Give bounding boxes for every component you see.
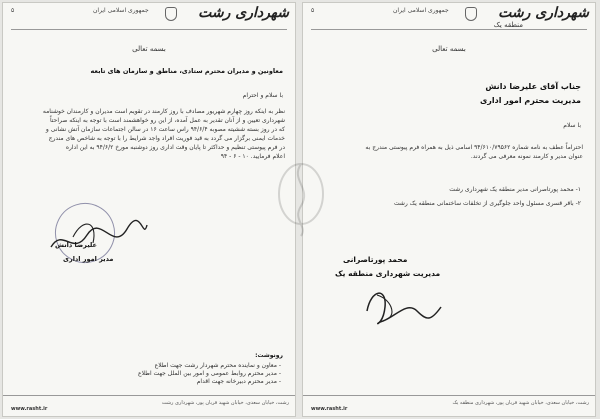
nominee-item: ۲- باقر قسری مسئول واحد جلوگیری از تخلفات ساختمانی منطقه یک رشت — [393, 200, 581, 207]
letter-body — [313, 143, 583, 161]
body-line: نظر به اینکه روز چهارم شهریور مصادف با روز کارمند در تقویم است مدیران و کارمندان خوشنامه — [42, 108, 285, 115]
body-line: در فرم پیوستی تنظیم و حداکثر تا پایان وقت اداری روز دوشنبه مورخ ۹۴/۶/۲ به این اداره — [65, 144, 285, 151]
letter-footer — [303, 395, 595, 416]
nominee-item: ۱- محمد پورتاصرانی مدیر منطقه یک شهرداری رشت — [449, 186, 581, 193]
cc-line: - معاون و نماینده محترم شهردار رشت جهت اطلاع — [154, 362, 281, 369]
letter-header — [3, 3, 295, 33]
cc-title: رونوشت: — [255, 352, 283, 359]
bismillah: بسمه تعالی — [432, 45, 466, 53]
region-label: منطقه یک — [493, 21, 523, 29]
signer-name: علیرضا دانش — [55, 241, 97, 249]
header-divider — [11, 29, 287, 30]
body-line: شهرداری تعیین و از آنان تقدیر به عمل آمده، از این رو خواهشمند است با توجه به اینکه صراحتاً — [49, 117, 285, 124]
body-line: اعلام فرمایید. ۱۰ - ۶ - ۹۴ — [220, 153, 285, 160]
watermark-logo-icon — [268, 150, 334, 250]
addressee-name: جناب آقای علیرضا دانش — [485, 82, 581, 91]
letter-body — [13, 107, 285, 161]
bismillah: بسمه تعالی — [132, 45, 166, 53]
corner-ref: ۵ — [311, 7, 315, 14]
republic-label: جمهوری اسلامی ایران — [393, 7, 449, 14]
greeting: با سلام — [563, 122, 581, 129]
cc-line: - مدیر محترم دبیرخانه جهت اقدام — [196, 378, 281, 385]
footer-address: رشت، خیابان سعدی، خیابان شهید قربان پور، شهرداری رشت — [161, 400, 289, 406]
footer-website: www.rasht.ir — [11, 406, 48, 412]
header-divider — [311, 29, 587, 30]
footer-address: رشت، خیابان سعدی، خیابان شهید قربان پور، شهرداری منطقه یک — [452, 400, 589, 406]
body-line: که در روز بسته ششیته مصوبه ۹۴/۶/۴ راس ساعت ۱۶ در سالن اجتماعات سازمان آتش نشانی و — [45, 126, 285, 133]
signature-scribble — [357, 281, 447, 331]
letter-footer — [3, 395, 295, 416]
republic-label: جمهوری اسلامی ایران — [93, 7, 149, 14]
addressee: معاونین و مدیران محترم ستادی، مناطق و سازمان های تابعه — [90, 67, 283, 75]
signer-title: مدیر امور اداری — [63, 255, 114, 263]
emblem-icon — [465, 7, 477, 21]
corner-ref: ۵ — [11, 7, 15, 14]
greeting: با سلام و احترام — [242, 92, 283, 99]
footer-website: www.rasht.ir — [311, 406, 348, 412]
signer-title: مدیریت شهرداری منطقه یک — [335, 269, 441, 278]
emblem-icon — [165, 7, 177, 21]
body-line: عنوان مدیر و کارمند نمونه معرفی می گردند. — [470, 153, 583, 160]
letter-left — [2, 2, 296, 417]
municipality-logo: شهرداری رشت — [498, 5, 589, 21]
signer-name: محمد پورتاصرانی — [343, 255, 408, 264]
addressee-title: مدیریت محترم امور اداری — [479, 96, 581, 105]
cc-line: - مدیر محترم روابط عمومی و امور بین الملل جهت اطلاع — [138, 370, 281, 377]
body-line: خدمات ایمنی برگزار می گردد به قید فوریت افراد واجد شرایط را با توجه به شاخص های مندرج — [48, 135, 285, 142]
letter-header — [303, 3, 595, 33]
body-line: احتراماً عطف به نامه شماره ۹۴/۶۱۰/۷۹۵۶۲ اسامی ذیل به همراه فرم پیوستی مندرج به — [365, 144, 583, 151]
letter-right — [302, 2, 596, 417]
municipality-logo: شهرداری رشت — [198, 5, 289, 21]
